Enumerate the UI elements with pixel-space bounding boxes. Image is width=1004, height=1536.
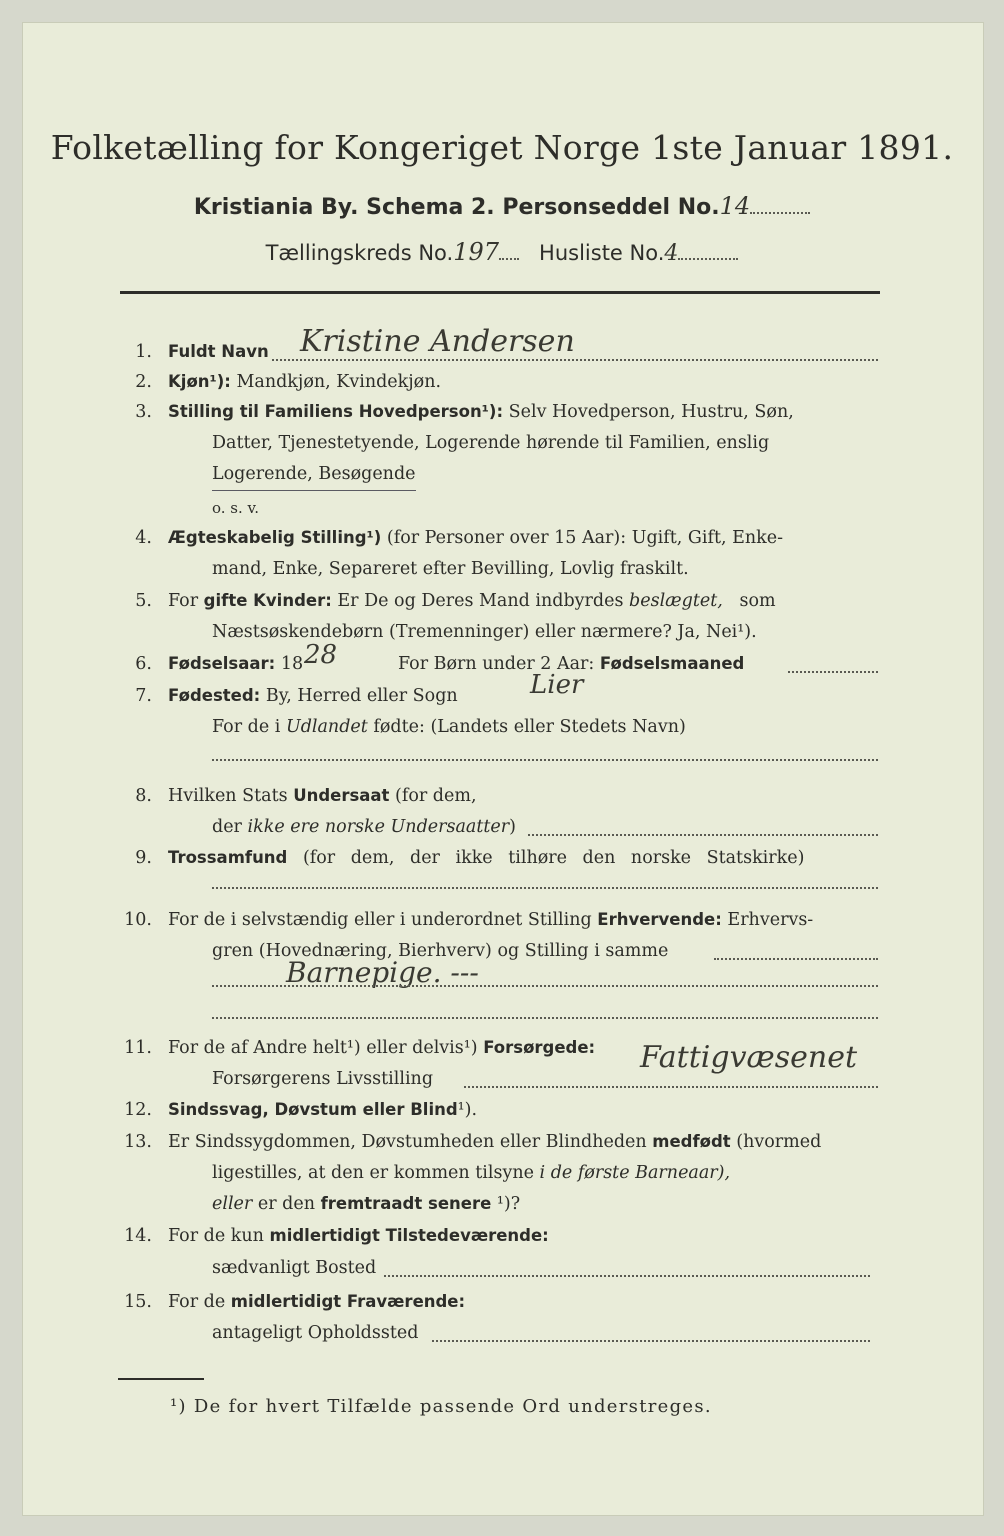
subtitle-prefix: Kristiania By. Schema 2. Personseddel No. [193, 195, 720, 220]
dotted-line [432, 1339, 870, 1342]
form-subheader [0, 238, 1004, 266]
personseddel-number: 14 [719, 192, 751, 220]
answer-name: Kristine Andersen [300, 324, 575, 359]
dotted-line [212, 1016, 878, 1019]
dotted-line [464, 1085, 878, 1088]
label-fuldt-navn: Fuldt Navn [168, 342, 269, 361]
dotted-line [212, 758, 878, 761]
dotted-line [384, 1274, 870, 1277]
answer-birthplace: Lier [530, 670, 584, 700]
answer-provider: Fattigvæsenet [640, 1040, 858, 1075]
form-subtitle [0, 192, 1004, 220]
dotted-line [212, 984, 878, 987]
dotted-line [528, 833, 878, 836]
dotted-line [750, 211, 810, 214]
answer-occupation: Barnepige. --- [286, 956, 479, 989]
dotted-line [714, 957, 878, 960]
husliste-number: 4 [664, 241, 679, 266]
header-rule [120, 291, 880, 294]
form-title: Folketælling for Kongeriget Norge 1ste Januar 1891. [50, 128, 954, 167]
dotted-line [499, 257, 519, 260]
footnote: ¹) De for hvert Tilfælde passende Ord understreges. [170, 1396, 712, 1417]
dotted-line [788, 670, 878, 673]
taellingskreds-label: Tællingskreds No. [265, 241, 454, 265]
dotted-line [678, 257, 738, 260]
footnote-rule [118, 1378, 204, 1380]
husliste-label: Husliste No. [539, 241, 665, 265]
taellingskreds-number: 197 [453, 238, 500, 266]
answer-birth-year: 28 [304, 640, 338, 670]
dotted-line [212, 886, 878, 889]
